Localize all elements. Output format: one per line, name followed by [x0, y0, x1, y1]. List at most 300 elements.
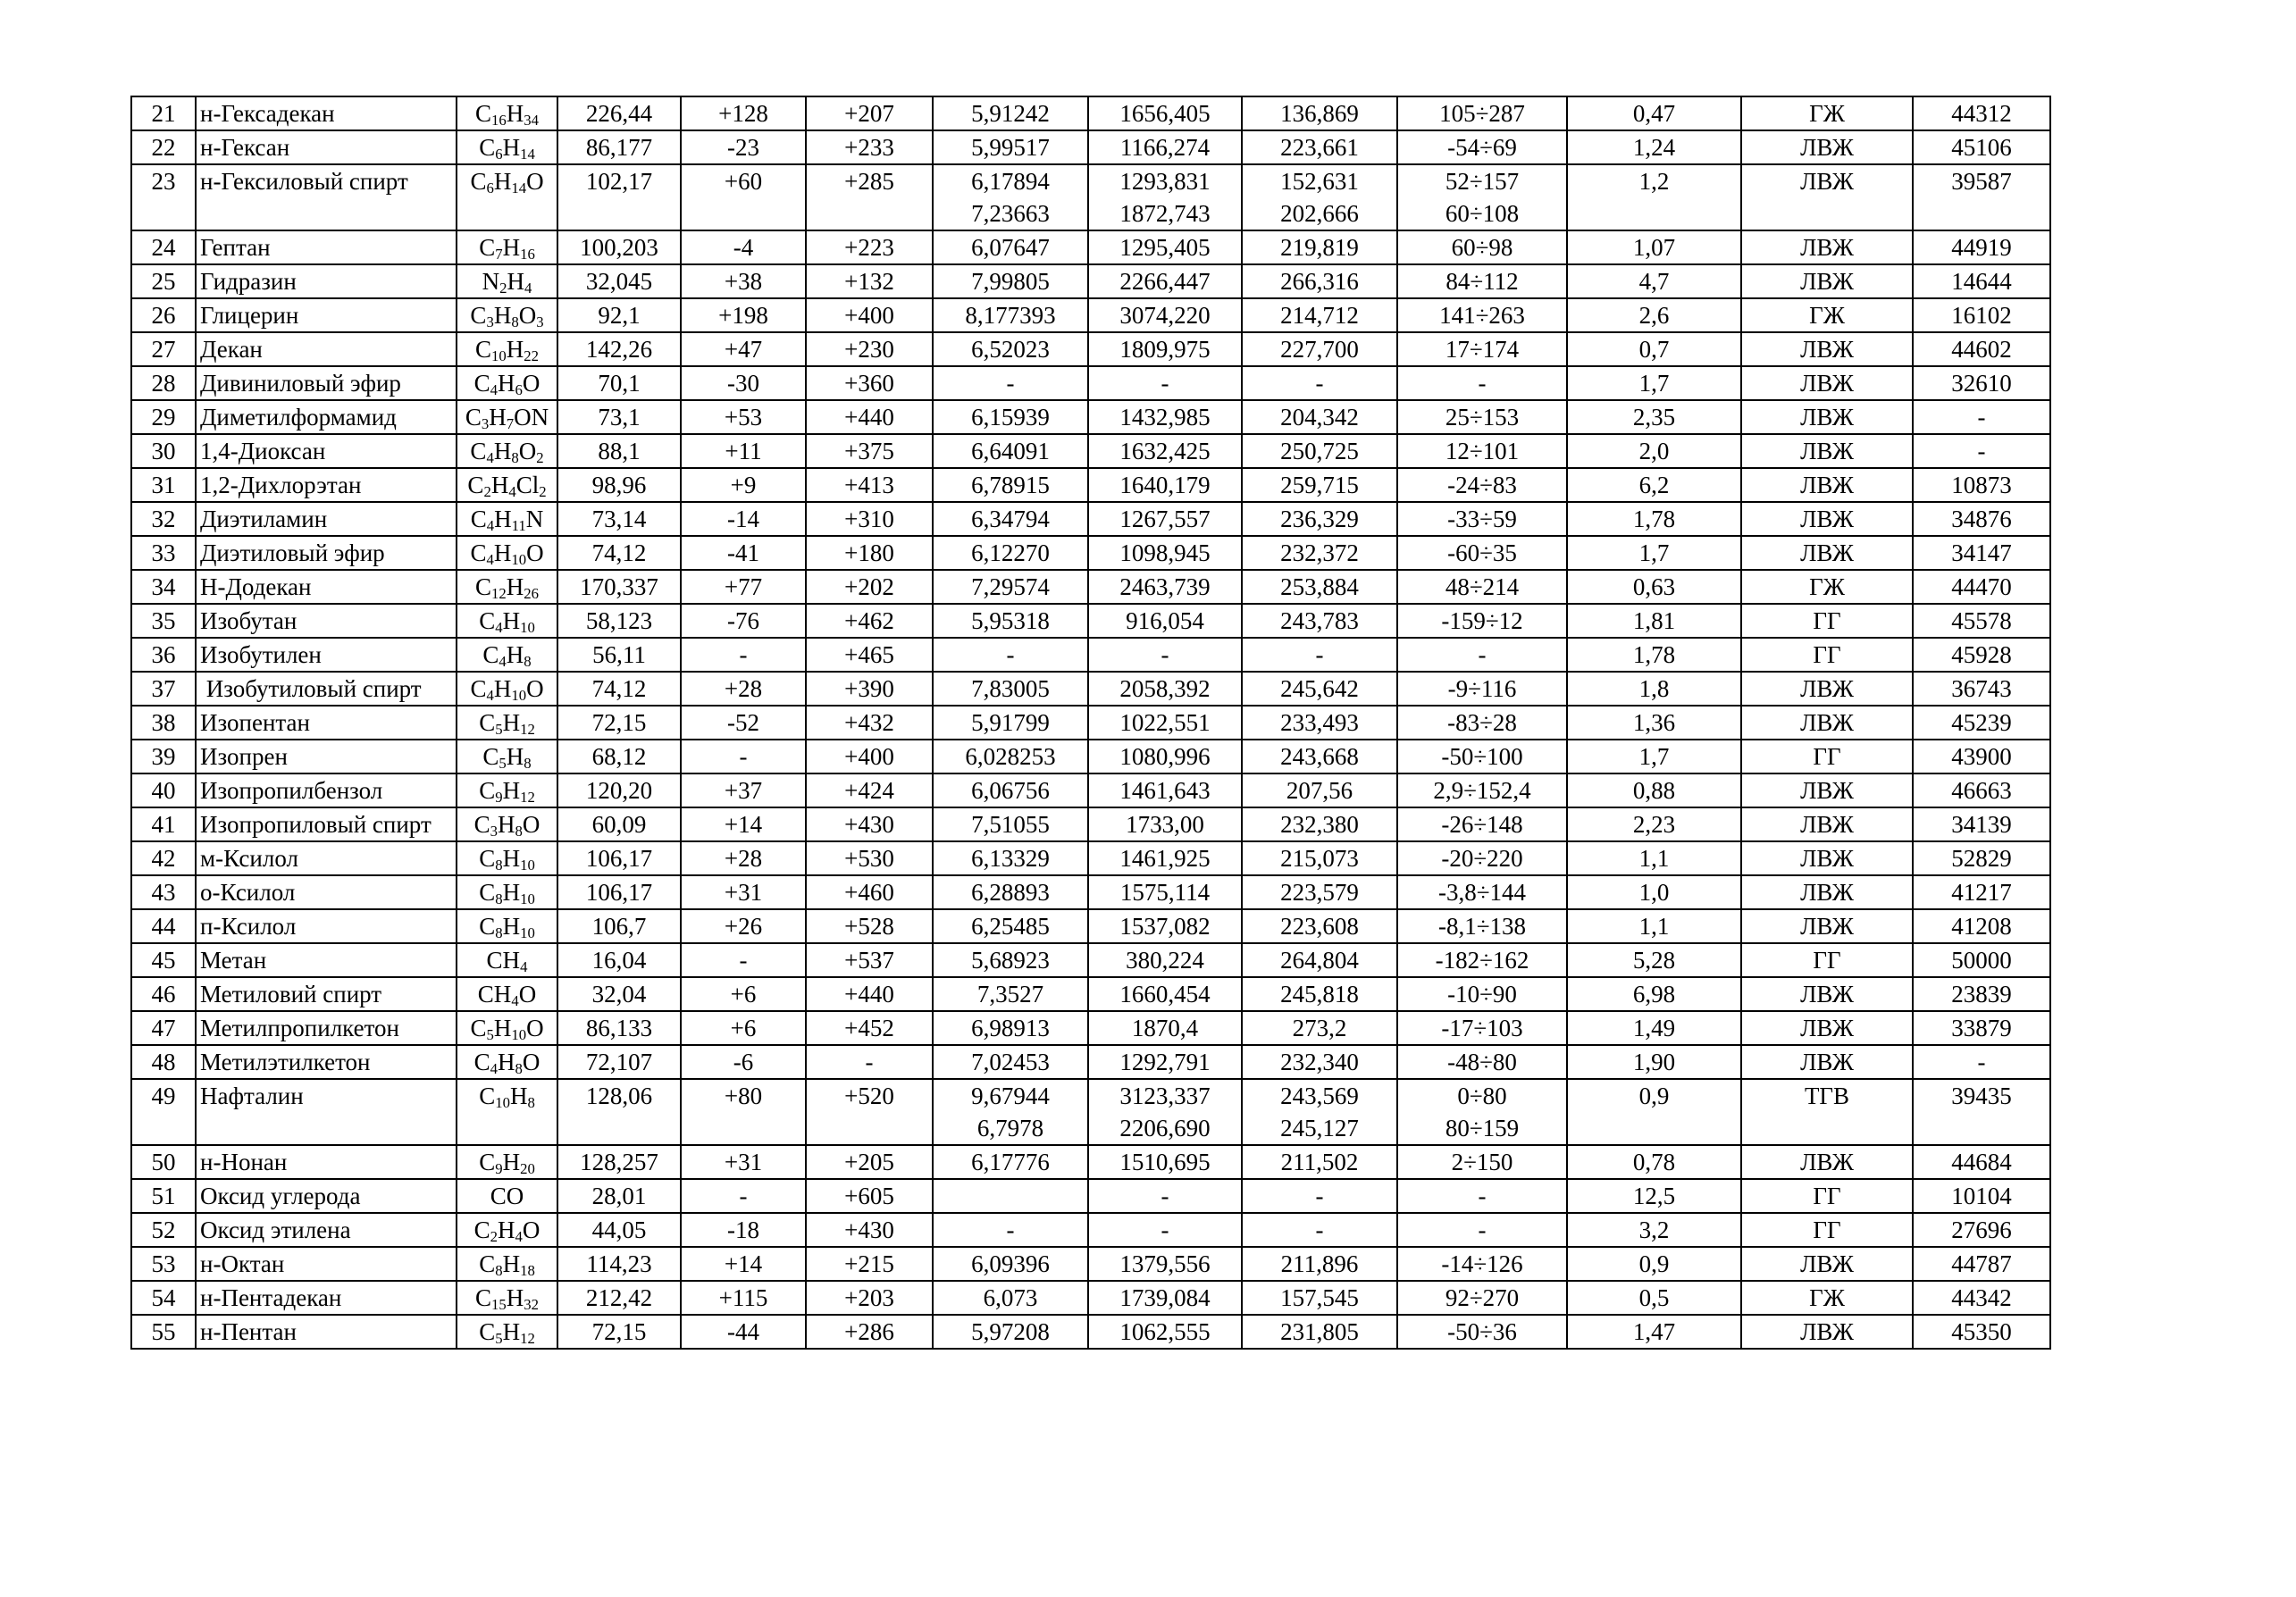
formula-cell [457, 1247, 557, 1281]
table-row [131, 1179, 2050, 1213]
table-row [131, 841, 2050, 875]
flash-point-cell: +38 [681, 264, 806, 298]
substance-name-cell: Дивиниловый эфир [196, 366, 457, 400]
antoine-ca-cell [1242, 570, 1397, 604]
substance-name-cell: Метиловий спирт [196, 977, 457, 1011]
table-row [131, 400, 2050, 434]
autoignition-cell: +230 [806, 332, 933, 366]
temperature-range-cell [1397, 332, 1567, 366]
substance-name-cell: н-Гексан [196, 130, 457, 164]
cell-line: 5,95318 [971, 607, 1050, 634]
autoignition-cell: +400 [806, 740, 933, 773]
hazard-class-cell: ГГ [1741, 740, 1913, 773]
code-cell: 41208 [1913, 909, 2050, 943]
formula-subscript: 5 [499, 755, 507, 773]
code-cell: 44312 [1913, 96, 2050, 130]
lower-limit-cell: 2,23 [1567, 807, 1741, 841]
antoine-b-cell [1088, 807, 1242, 841]
cell-line: 6,028253 [965, 743, 1056, 770]
formula-cell [457, 773, 557, 807]
formula-symbol: H [490, 472, 509, 498]
antoine-a-cell [933, 672, 1088, 706]
antoine-ca-cell [1242, 638, 1397, 672]
code-cell: 46663 [1913, 773, 2050, 807]
cell-line: 232,340 [1280, 1049, 1359, 1075]
table-row [131, 604, 2050, 638]
formula-symbol: O [526, 168, 544, 195]
formula-symbol: H [506, 336, 524, 363]
autoignition-cell: +132 [806, 264, 933, 298]
antoine-a-cell [933, 875, 1088, 909]
flash-point-cell: +9 [681, 468, 806, 502]
formula-symbol: C [482, 641, 499, 668]
formula-symbol: H [502, 607, 521, 634]
antoine-a-cell [933, 1045, 1088, 1079]
lower-limit-cell: 0,88 [1567, 773, 1741, 807]
code-cell: 32610 [1913, 366, 2050, 400]
table-row [131, 1045, 2050, 1079]
cell-line: - [1161, 641, 1169, 668]
autoignition-cell: +202 [806, 570, 933, 604]
cell-line: -10÷90 [1447, 981, 1517, 1008]
formula-symbol: ON [514, 404, 549, 431]
substance-name-cell: Изопрен [196, 740, 457, 773]
hazard-class-cell: ЛВЖ [1741, 706, 1913, 740]
formula-symbol: O [522, 1049, 540, 1075]
formula-subscript: 2 [499, 280, 507, 297]
antoine-ca-cell [1242, 1079, 1397, 1145]
formula-symbol: C [475, 1284, 492, 1311]
antoine-b-cell [1088, 96, 1242, 130]
formula-cell [457, 604, 557, 638]
cell-line: 2266,447 [1119, 268, 1211, 295]
lower-limit-cell: 0,7 [1567, 332, 1741, 366]
antoine-a-cell [933, 706, 1088, 740]
formula-symbol: C [479, 1149, 496, 1175]
lower-limit-cell: 12,5 [1567, 1179, 1741, 1213]
antoine-b-cell [1088, 1011, 1242, 1045]
formula-subscript: 4 [486, 517, 495, 535]
cell-line: 1656,405 [1119, 100, 1211, 127]
formula-symbol: C [475, 336, 492, 363]
antoine-ca-cell [1242, 130, 1397, 164]
formula-symbol: C [482, 743, 499, 770]
flash-point-cell: -18 [681, 1213, 806, 1247]
formula-cell [457, 96, 557, 130]
autoignition-cell: +430 [806, 807, 933, 841]
antoine-ca-cell [1242, 468, 1397, 502]
formula-subscript: 7 [506, 415, 515, 433]
cell-line: 1640,179 [1119, 472, 1211, 498]
table-row [131, 706, 2050, 740]
temperature-range-cell [1397, 1045, 1567, 1079]
cell-line: 223,579 [1280, 879, 1359, 906]
lower-limit-cell: 0,78 [1567, 1145, 1741, 1179]
flash-point-cell: +60 [681, 164, 806, 230]
flash-point-cell: +77 [681, 570, 806, 604]
antoine-b-cell [1088, 366, 1242, 400]
lower-limit-cell: 4,7 [1567, 264, 1741, 298]
formula-subscript: 10 [511, 687, 527, 705]
temperature-range-cell [1397, 264, 1567, 298]
code-cell: 41217 [1913, 875, 2050, 909]
antoine-ca-cell [1242, 96, 1397, 130]
formula-symbol: H [493, 539, 512, 566]
formula-cell [457, 740, 557, 773]
formula-cell [457, 502, 557, 536]
molar-mass-cell: 92,1 [557, 298, 681, 332]
formula-subscript: 4 [508, 483, 516, 501]
cell-line: 253,884 [1280, 573, 1359, 600]
row-number-cell: 51 [131, 1179, 196, 1213]
formula-symbol: H [493, 1015, 512, 1041]
formula-subscript: 2 [483, 483, 491, 501]
antoine-b-cell [1088, 1247, 1242, 1281]
code-cell: 33879 [1913, 1011, 2050, 1045]
antoine-ca-cell [1242, 434, 1397, 468]
row-number-cell: 49 [131, 1079, 196, 1145]
formula-subscript: 8 [527, 1094, 535, 1112]
code-cell: 44602 [1913, 332, 2050, 366]
antoine-b-cell [1088, 536, 1242, 570]
cell-line: 3123,337 [1119, 1083, 1211, 1109]
formula-subscript: 10 [511, 551, 527, 569]
antoine-a-cell [933, 230, 1088, 264]
cell-line: -159÷12 [1441, 607, 1523, 634]
table-row [131, 740, 2050, 773]
formula-symbol: H [502, 1250, 521, 1277]
temperature-range-cell [1397, 164, 1567, 230]
antoine-b-cell [1088, 264, 1242, 298]
cell-line: 243,569 [1280, 1083, 1359, 1109]
cell-line: 2÷150 [1451, 1149, 1513, 1175]
table-row [131, 977, 2050, 1011]
cell-line: - [1478, 641, 1487, 668]
molar-mass-cell: 106,7 [557, 909, 681, 943]
row-number-cell: 48 [131, 1045, 196, 1079]
antoine-b-cell [1088, 570, 1242, 604]
molar-mass-cell: 32,04 [557, 977, 681, 1011]
cell-line: 7,02453 [971, 1049, 1050, 1075]
formula-subscript: 10 [520, 619, 535, 637]
flash-point-cell: -4 [681, 230, 806, 264]
code-cell: 45106 [1913, 130, 2050, 164]
code-cell: 34876 [1913, 502, 2050, 536]
cell-line: 7,3527 [976, 981, 1044, 1008]
cell-line: - [1161, 1217, 1169, 1243]
cell-line: 157,545 [1280, 1284, 1359, 1311]
formula-symbol: C [467, 472, 484, 498]
antoine-b-cell [1088, 1079, 1242, 1145]
formula-subscript: 10 [520, 890, 535, 908]
antoine-a-cell [933, 943, 1088, 977]
molar-mass-cell: 114,23 [557, 1247, 681, 1281]
formula-cell [457, 1145, 557, 1179]
formula-symbol: CH [477, 981, 512, 1008]
formula-subscript: 6 [515, 381, 523, 399]
cell-line: 259,715 [1280, 472, 1359, 498]
table-row [131, 96, 2050, 130]
cell-line: 1660,454 [1119, 981, 1211, 1008]
formula-cell [457, 332, 557, 366]
antoine-ca-cell [1242, 1179, 1397, 1213]
cell-line: - [1315, 1217, 1324, 1243]
antoine-b-cell [1088, 468, 1242, 502]
cell-line: 3074,220 [1119, 302, 1211, 329]
row-number-cell: 43 [131, 875, 196, 909]
autoignition-cell: +432 [806, 706, 933, 740]
antoine-b-cell [1088, 604, 1242, 638]
cell-line: 141÷263 [1439, 302, 1525, 329]
antoine-a-cell [933, 638, 1088, 672]
row-number-cell: 39 [131, 740, 196, 773]
hazard-class-cell: ЛВЖ [1741, 1247, 1913, 1281]
formula-cell [457, 1045, 557, 1079]
formula-subscript: 4 [515, 1228, 523, 1246]
cell-line: - [1161, 370, 1169, 397]
substance-name-cell: Диэтиловый эфир [196, 536, 457, 570]
autoignition-cell: +390 [806, 672, 933, 706]
cell-line: 215,073 [1280, 845, 1359, 872]
hazard-class-cell: ГЖ [1741, 96, 1913, 130]
formula-cell [457, 638, 557, 672]
autoignition-cell: +207 [806, 96, 933, 130]
antoine-ca-cell [1242, 400, 1397, 434]
antoine-ca-cell [1242, 740, 1397, 773]
formula-symbol: C [473, 370, 490, 397]
antoine-a-cell [933, 400, 1088, 434]
autoignition-cell: +452 [806, 1011, 933, 1045]
antoine-ca-cell [1242, 807, 1397, 841]
antoine-ca-cell [1242, 706, 1397, 740]
hazard-class-cell: ЛВЖ [1741, 332, 1913, 366]
cell-line: 6,28893 [971, 879, 1050, 906]
lower-limit-cell: 1,90 [1567, 1045, 1741, 1079]
temperature-range-cell [1397, 943, 1567, 977]
molar-mass-cell: 98,96 [557, 468, 681, 502]
lower-limit-cell: 0,9 [1567, 1247, 1741, 1281]
hazard-class-cell: ЛВЖ [1741, 230, 1913, 264]
molar-mass-cell: 44,05 [557, 1213, 681, 1247]
formula-symbol: C [479, 607, 496, 634]
table-row [131, 502, 2050, 536]
formula-subscript: 10 [520, 857, 535, 874]
cell-line: 1295,405 [1119, 234, 1211, 261]
cell-line: 6,09396 [971, 1250, 1050, 1277]
cell-line: 202,666 [1280, 200, 1359, 227]
substance-name-cell: 1,2-Дихлорэтан [196, 468, 457, 502]
cell-line: 223,661 [1280, 134, 1359, 161]
formula-symbol: C [470, 506, 487, 532]
lower-limit-cell: 0,63 [1567, 570, 1741, 604]
table-row [131, 909, 2050, 943]
molar-mass-cell: 68,12 [557, 740, 681, 773]
table-body [131, 96, 2050, 1349]
autoignition-cell: +400 [806, 298, 933, 332]
cell-line: 1432,985 [1119, 404, 1211, 431]
formula-cell [457, 1315, 557, 1349]
antoine-b-cell [1088, 164, 1242, 230]
molar-mass-cell: 102,17 [557, 164, 681, 230]
formula-subscript: 8 [495, 924, 503, 942]
formula-subscript: 4 [486, 551, 494, 569]
formula-symbol: H [506, 573, 524, 600]
antoine-a-cell [933, 841, 1088, 875]
table-row [131, 164, 2050, 230]
antoine-ca-cell [1242, 943, 1397, 977]
autoignition-cell: +424 [806, 773, 933, 807]
antoine-ca-cell [1242, 841, 1397, 875]
formula-cell [457, 807, 557, 841]
formula-symbol: O [526, 539, 544, 566]
substance-name-cell: Изопропилбензол [196, 773, 457, 807]
temperature-range-cell [1397, 536, 1567, 570]
temperature-range-cell [1397, 672, 1567, 706]
cell-line: 6,98913 [971, 1015, 1050, 1041]
cell-line: - [1315, 641, 1324, 668]
substance-name-cell: н-Пентадекан [196, 1281, 457, 1315]
molar-mass-cell: 32,045 [557, 264, 681, 298]
cell-line: -8,1÷138 [1437, 913, 1527, 940]
cell-line: 6,073 [983, 1284, 1038, 1311]
cell-line: 5,68923 [971, 947, 1050, 974]
antoine-b-cell [1088, 1315, 1242, 1349]
formula-symbol: C [470, 438, 487, 464]
row-number-cell: 44 [131, 909, 196, 943]
hazard-class-cell: ГЖ [1741, 298, 1913, 332]
antoine-ca-cell [1242, 909, 1397, 943]
antoine-a-cell [933, 1145, 1088, 1179]
formula-subscript: 8 [515, 823, 523, 840]
substance-name-cell: н-Пентан [196, 1315, 457, 1349]
cell-line: 152,631 [1280, 168, 1359, 195]
formula-subscript: 5 [486, 1026, 494, 1044]
molar-mass-cell: 100,203 [557, 230, 681, 264]
formula-subscript: 12 [491, 585, 507, 603]
molar-mass-cell: 73,1 [557, 400, 681, 434]
temperature-range-cell [1397, 1213, 1567, 1247]
substance-name-cell: Изобутилен [196, 638, 457, 672]
cell-line: 245,642 [1280, 675, 1359, 702]
code-cell: 36743 [1913, 672, 2050, 706]
cell-line: 231,805 [1280, 1318, 1359, 1345]
autoignition-cell: +233 [806, 130, 933, 164]
formula-symbol: C [473, 1217, 490, 1243]
hazard-class-cell: ГГ [1741, 604, 1913, 638]
row-number-cell: 35 [131, 604, 196, 638]
antoine-b-cell [1088, 706, 1242, 740]
formula-symbol: C [479, 1318, 496, 1345]
code-cell: 10873 [1913, 468, 2050, 502]
antoine-a-cell [933, 1247, 1088, 1281]
cell-line: -9÷116 [1447, 675, 1517, 702]
formula-subscript: 8 [495, 857, 503, 874]
autoignition-cell: +360 [806, 366, 933, 400]
antoine-a-cell [933, 96, 1088, 130]
hazard-class-cell: ЛВЖ [1741, 164, 1913, 230]
antoine-a-cell [933, 807, 1088, 841]
cell-line: 7,29574 [971, 573, 1050, 600]
cell-line: 232,380 [1280, 811, 1359, 838]
cell-line: 84÷112 [1445, 268, 1519, 295]
autoignition-cell: +440 [806, 400, 933, 434]
antoine-b-cell [1088, 943, 1242, 977]
antoine-ca-cell [1242, 264, 1397, 298]
cell-line: 6,34794 [971, 506, 1050, 532]
antoine-a-cell [933, 570, 1088, 604]
autoignition-cell: +205 [806, 1145, 933, 1179]
formula-subscript: 2 [539, 483, 547, 501]
lower-limit-cell: 1,0 [1567, 875, 1741, 909]
formula-subscript: 22 [524, 347, 539, 365]
autoignition-cell: +462 [806, 604, 933, 638]
cell-line: -17÷103 [1441, 1015, 1523, 1041]
code-cell: 45578 [1913, 604, 2050, 638]
table-row [131, 1145, 2050, 1179]
cell-line: -50÷36 [1447, 1318, 1517, 1345]
antoine-a-cell [933, 164, 1088, 230]
formula-symbol: CO [490, 1183, 524, 1209]
row-number-cell: 52 [131, 1213, 196, 1247]
hazard-class-cell: ЛВЖ [1741, 977, 1913, 1011]
cell-line: 52÷157 [1445, 168, 1520, 195]
formula-symbol: C [479, 879, 496, 906]
cell-line: 60÷98 [1451, 234, 1513, 261]
cell-line: 2206,690 [1119, 1115, 1211, 1141]
temperature-range-cell [1397, 400, 1567, 434]
row-number-cell: 40 [131, 773, 196, 807]
code-cell: 43900 [1913, 740, 2050, 773]
antoine-ca-cell [1242, 1281, 1397, 1315]
formula-subscript: 5 [495, 1330, 503, 1348]
substance-name-cell: Метан [196, 943, 457, 977]
flash-point-cell: +28 [681, 841, 806, 875]
temperature-range-cell [1397, 468, 1567, 502]
table-row [131, 332, 2050, 366]
hazard-class-cell: ЛВЖ [1741, 841, 1913, 875]
formula-cell [457, 164, 557, 230]
antoine-a-cell [933, 604, 1088, 638]
formula-symbol: H [502, 1149, 521, 1175]
cell-line: -24÷83 [1447, 472, 1517, 498]
formula-cell [457, 366, 557, 400]
cell-line: 1166,274 [1119, 134, 1211, 161]
temperature-range-cell [1397, 604, 1567, 638]
formula-symbol: H [506, 641, 524, 668]
formula-symbol: O [518, 438, 537, 464]
substance-name-cell: Глицерин [196, 298, 457, 332]
autoignition-cell: +440 [806, 977, 933, 1011]
row-number-cell: 45 [131, 943, 196, 977]
cell-line: 1292,791 [1119, 1049, 1211, 1075]
flash-point-cell: -30 [681, 366, 806, 400]
flash-point-cell: +37 [681, 773, 806, 807]
molar-mass-cell: 72,15 [557, 1315, 681, 1349]
formula-symbol: C [479, 777, 496, 804]
substance-name-cell: Изопентан [196, 706, 457, 740]
flash-point-cell: +115 [681, 1281, 806, 1315]
cell-line: -48÷80 [1447, 1049, 1517, 1075]
autoignition-cell: +430 [806, 1213, 933, 1247]
antoine-a-cell [933, 366, 1088, 400]
molar-mass-cell: 86,177 [557, 130, 681, 164]
formula-symbol: H [509, 1083, 528, 1109]
cell-line [936, 1180, 1085, 1212]
flash-point-cell: +26 [681, 909, 806, 943]
table-row [131, 1011, 2050, 1045]
lower-limit-cell: 2,35 [1567, 400, 1741, 434]
formula-cell [457, 875, 557, 909]
